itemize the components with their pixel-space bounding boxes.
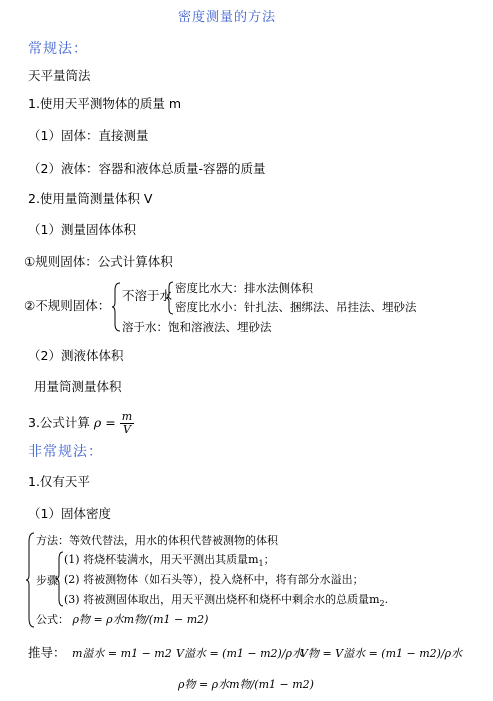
density-fraction [120, 411, 134, 436]
step-1 [64, 553, 275, 571]
lighter-than-water: 密度比水小：针扎法、捆绑法、吊挂法、埋砂法 [175, 300, 417, 314]
method-text: 方法：等效代替法，用水的体积代替被测物的体积 [36, 534, 278, 547]
derivation-4: ρ物 = ρ水m物/(m1 − m2) [178, 678, 314, 691]
solid-density: （1）固体密度 [28, 506, 111, 521]
steps-label: 步骤 [36, 574, 58, 587]
conventional-subtitle: 天平量筒法 [28, 68, 91, 83]
method-brace [26, 532, 36, 628]
formula-line [36, 613, 208, 627]
rho-symbol: ρ = [93, 415, 116, 430]
fraction-numerator: m [121, 410, 133, 423]
step-3-end: . [384, 593, 389, 606]
derivation-1: m溢水 = m1 − m2 [72, 647, 172, 660]
step-3-sub: 2 [379, 599, 385, 609]
derive-label: 推导： [28, 645, 66, 660]
derivation-2: V溢水 = (m1 − m2)/ρ水 [176, 647, 303, 660]
irregular-solid-label: ②不规则固体： [24, 298, 111, 313]
formula-label: 公式： [36, 613, 69, 626]
item1: 1.使用天平测物体的质量 m [28, 96, 182, 111]
regular-solid: ①规则固体：公式计算体积 [24, 254, 173, 269]
item3-label: 3.公式计算 [28, 415, 90, 430]
conventional-heading: 常规法： [28, 41, 88, 57]
item2-liquid-volume: （2）测液体体积 [28, 348, 124, 363]
derivation-3: V物 = V溢水 = (m1 − m2)/ρ水 [300, 647, 463, 660]
page-title: 密度测量的方法 [178, 10, 277, 25]
outer-brace [112, 282, 122, 332]
soluble-in-water: 溶于水：饱和溶液法、埋砂法 [122, 320, 272, 334]
item2: 2.使用量筒测量体积 V [28, 191, 153, 206]
step-1-end: ； [263, 553, 275, 566]
step-2: (2) 将被测物体（如石头等），投入烧杯中，将有部分水溢出； [64, 573, 364, 586]
step-1-sub: 1 [258, 559, 264, 569]
item2-solid-volume: （1）测量固体体积 [28, 222, 136, 237]
graduated-cylinder-text: 用量筒测量体积 [34, 379, 122, 394]
step-1-text: (1) 将烧杯装满水，用天平测出其质量m [64, 553, 259, 566]
balance-only: 1.仅有天平 [28, 474, 90, 489]
item1-liquid: （2）液体：容器和液体总质量-容器的质量 [28, 161, 266, 176]
formula: ρ物 = ρ水m物/(m1 − m2) [72, 613, 209, 626]
denser-than-water: 密度比水大：排水法侧体积 [175, 281, 313, 295]
step-3-text: (3) 将被测固体取出，用天平测出烧杯和烧杯中剩余水的总质量m [64, 593, 380, 606]
inner-brace [166, 281, 175, 315]
fraction-denominator: V [122, 423, 131, 436]
unconventional-heading: 非常规法： [28, 444, 103, 460]
step-3 [64, 593, 388, 611]
item3-formula [28, 411, 134, 436]
item1-solid: （1）固体：直接测量 [28, 128, 149, 143]
insoluble-label: 不溶于水 [122, 288, 173, 303]
